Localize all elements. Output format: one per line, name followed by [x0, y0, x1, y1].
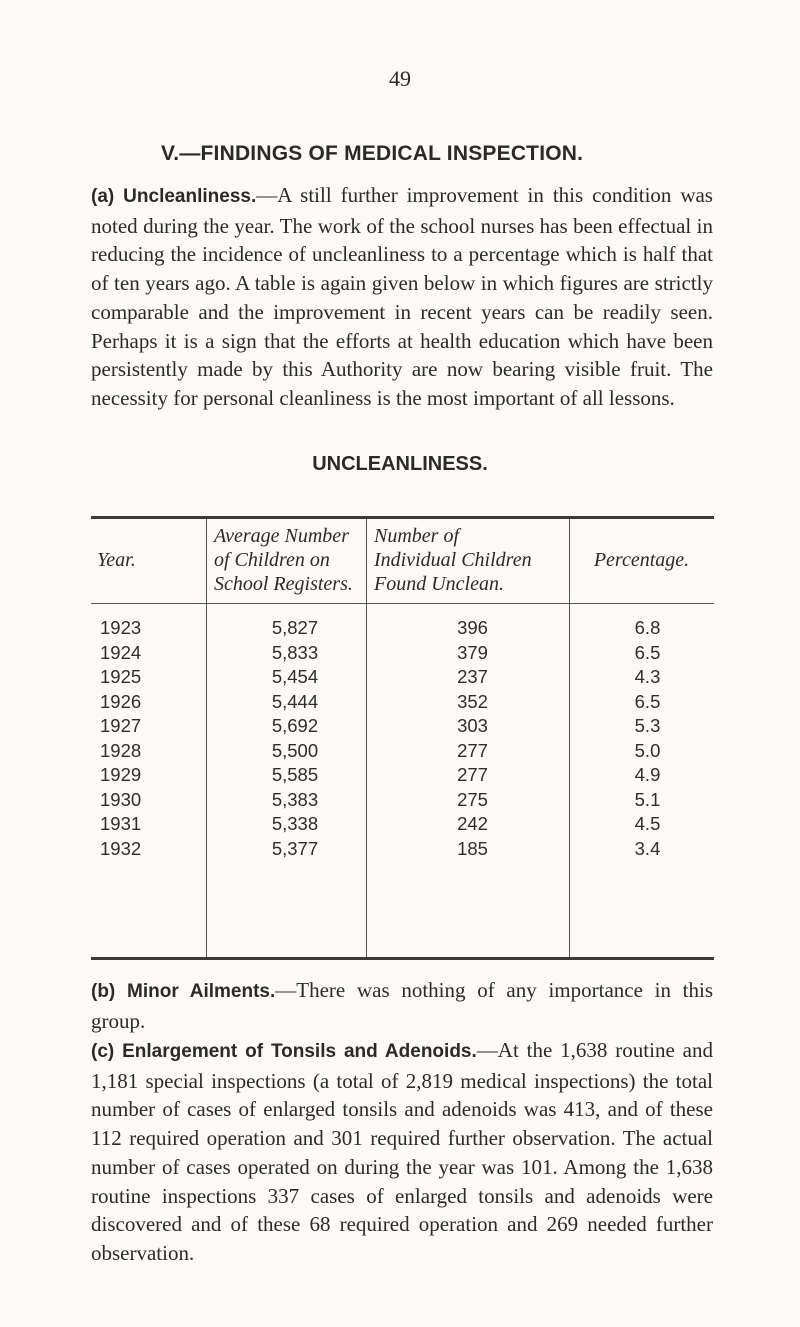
cell-percentage: 4.3 — [634, 666, 661, 688]
paragraph-lead: (c) Enlargement of Tonsils and Adenoids. — [91, 1041, 477, 1062]
cell-year: 1924 — [100, 641, 142, 663]
cell-percentage: 5.0 — [634, 739, 661, 761]
table-row — [91, 788, 714, 813]
table-header-row — [91, 516, 714, 604]
cell-unclean: 277 — [457, 739, 488, 761]
cell-average: 5,383 — [271, 788, 319, 810]
cell-year: 1925 — [100, 666, 142, 688]
uncleanliness-table — [91, 516, 714, 961]
cell-average: 5,500 — [271, 739, 319, 761]
header-line: of Children on — [214, 549, 330, 571]
header-line: Found Unclean. — [374, 573, 504, 595]
paragraph-text: —At the 1,638 routine and 1,181 special inspections (a total of 2,819 medical inspections) the total number of cases of enlarged tonsils and adenoids was 413, and of these 112 required operation and 301 required further observation. The actual number of cases operated on during the year was 101. Among the 1,638 routine inspections 337 cases of enlarged tonsils and adenoids were discovered and of these 68 required operation and 269 needed further observation. — [91, 1038, 713, 1265]
cell-year: 1930 — [100, 788, 142, 810]
cell-year: 1931 — [100, 813, 142, 835]
cell-unclean: 379 — [457, 641, 488, 663]
header-line: Individual Children — [374, 549, 532, 571]
cell-percentage: 4.5 — [634, 813, 661, 835]
cell-average: 5,454 — [271, 666, 319, 688]
cell-unclean: 352 — [457, 690, 488, 712]
paragraph-lead: (b) Minor Ailments. — [91, 981, 276, 1002]
header-year: Year. — [97, 549, 136, 571]
table-row — [91, 641, 714, 666]
paragraph-minor-ailments — [91, 976, 713, 1035]
table-row — [91, 837, 714, 862]
paragraph-lead: (a) Uncleanliness. — [91, 186, 257, 207]
data-table — [91, 516, 714, 861]
table-row — [91, 665, 714, 690]
header-line: Average Number — [214, 525, 349, 547]
cell-year: 1926 — [100, 690, 142, 712]
cell-unclean: 277 — [457, 764, 488, 786]
cell-year: 1927 — [100, 715, 142, 737]
cell-average: 5,377 — [271, 837, 319, 859]
header-percentage: Percentage. — [593, 549, 690, 571]
header-unclean-children — [366, 516, 569, 604]
cell-average: 5,585 — [271, 764, 319, 786]
header-line: School Registers. — [214, 573, 353, 595]
cell-unclean: 185 — [457, 837, 488, 859]
table-row — [91, 690, 714, 715]
table-title: UNCLEANLINESS. — [312, 453, 488, 475]
cell-percentage: 3.4 — [634, 837, 661, 859]
paragraph-uncleanliness — [91, 181, 713, 413]
table-row — [91, 604, 714, 641]
cell-percentage: 5.3 — [634, 715, 661, 737]
cell-percentage: 6.5 — [634, 690, 661, 712]
cell-year: 1928 — [100, 739, 142, 761]
table-row — [91, 739, 714, 764]
cell-percentage: 5.1 — [634, 788, 661, 810]
header-average-children — [206, 516, 366, 604]
cell-unclean: 303 — [457, 715, 488, 737]
cell-unclean: 275 — [457, 788, 488, 810]
cell-average: 5,833 — [271, 641, 319, 663]
cell-average: 5,338 — [271, 813, 319, 835]
cell-average: 5,444 — [271, 690, 319, 712]
page-number: 49 — [389, 66, 411, 91]
cell-unclean: 396 — [457, 617, 488, 639]
cell-percentage: 6.5 — [634, 641, 661, 663]
paragraph-tonsils-adenoids — [91, 1036, 713, 1268]
table-bottom-rule — [91, 957, 714, 960]
cell-year: 1929 — [100, 764, 142, 786]
cell-year: 1923 — [100, 617, 142, 639]
paragraph-text: —A still further improvement in this condition was noted during the year. The work of the school nurses has been effectual in reducing the incidence of uncleanliness to a percentage which is half that of ten years ago. A table is again given below in which figures are strictly comparable and the improvement in recent years can be readily seen. Perhaps it is a sign that the efforts at health education which have been persistently made by this Authority are now bearing visible fruit. The necessity for personal cleanliness is the most important of all lessons. — [91, 183, 713, 410]
table-row — [91, 763, 714, 788]
paragraph-text: —There was nothing of any importance in this group. — [91, 978, 714, 1033]
section-heading: V.—FINDINGS OF MEDICAL INSPECTION. — [161, 142, 584, 165]
table-row — [91, 714, 714, 739]
cell-unclean: 242 — [457, 813, 488, 835]
cell-average: 5,827 — [271, 617, 319, 639]
cell-year: 1932 — [100, 837, 142, 859]
cell-percentage: 4.9 — [634, 764, 661, 786]
cell-unclean: 237 — [457, 666, 488, 688]
table-row — [91, 812, 714, 837]
cell-average: 5,692 — [271, 715, 319, 737]
header-line: Number of — [374, 525, 459, 547]
cell-percentage: 6.8 — [634, 617, 661, 639]
